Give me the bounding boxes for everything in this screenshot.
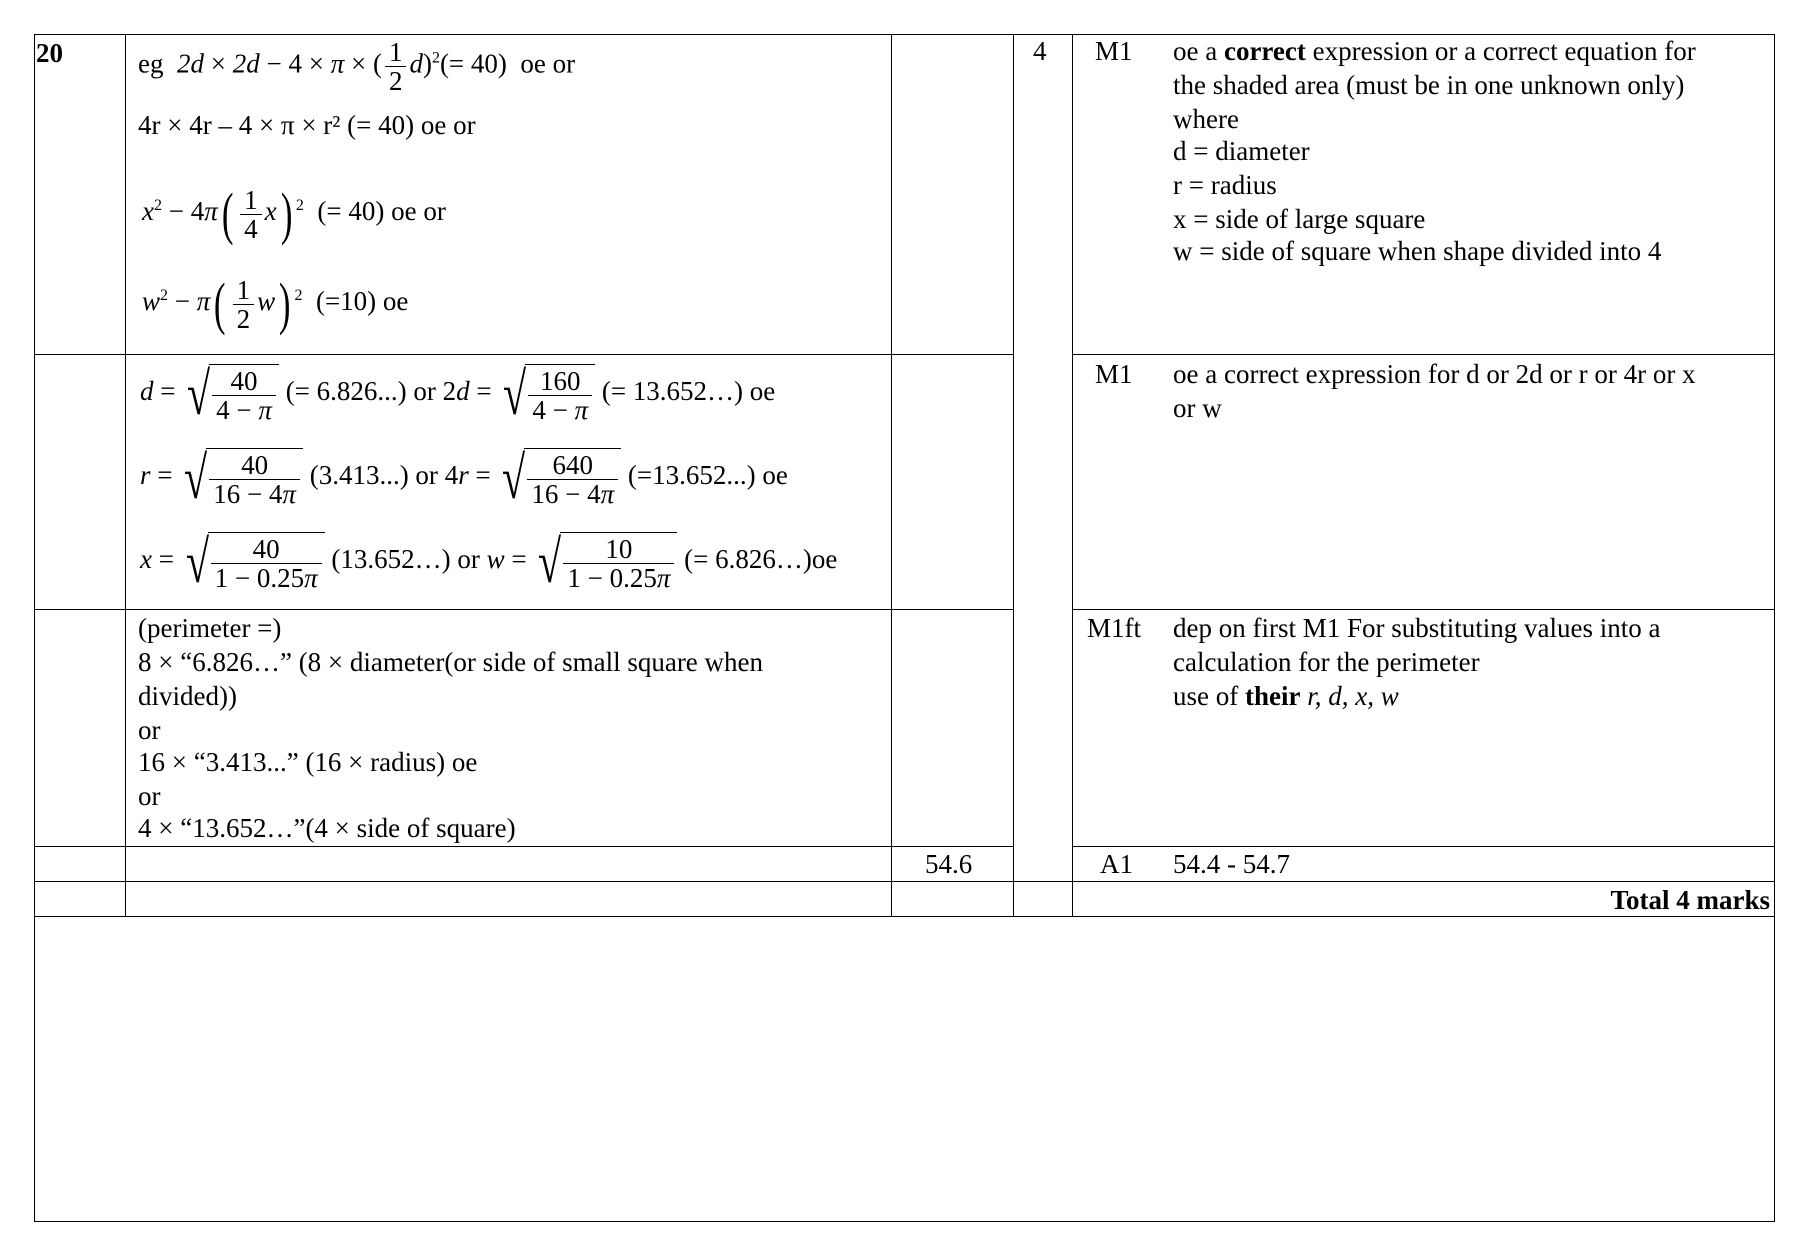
- row-divider: [1072, 354, 1775, 355]
- working-d-expression: d = √ $\frac{40}{4 - \pi}$ (= 6.826...) or 2d = √ $\frac{160}{4 - \pi}$ (= 13.652…) oe: [140, 361, 776, 427]
- guidance-line: the shaded area (must be in one unknown only): [1173, 70, 1685, 100]
- bold-correct: correct: [1223, 36, 1306, 66]
- row-divider: [1072, 609, 1775, 610]
- perimeter-line: divided)): [138, 681, 237, 711]
- fraction: $\frac{1}{2}$: [385, 38, 407, 95]
- perimeter-line: 4 × “13.652…”(4 × side of square): [138, 813, 516, 843]
- col-divider: [891, 34, 892, 917]
- 4r-value: (=13.652...) oe: [627, 460, 788, 491]
- w-value: (= 6.826…)oe: [684, 544, 838, 575]
- row-divider: [34, 846, 1013, 847]
- perimeter-line: 16 × “3.413...” (16 × radius) oe: [138, 747, 478, 777]
- bold-their: their: [1244, 681, 1301, 711]
- guidance-line: or w: [1173, 393, 1222, 423]
- row-divider: [34, 881, 1775, 882]
- row-divider: [34, 916, 1775, 917]
- row-divider: [34, 609, 1013, 610]
- guidance-line: x = side of large square: [1173, 204, 1426, 234]
- working-r-expression: r = √ $\frac{40}{16 - 4\pi}$ (3.413...) or 4r = √ $\frac{640}{16 - 4\pi}$ (=13.652...) oe: [140, 445, 788, 511]
- perimeter-line: 8 × “6.826…” (8 × diameter(or side of small square when: [138, 647, 764, 677]
- answer-value: 54.6: [925, 849, 973, 879]
- mark-code: M1ft: [1087, 613, 1141, 643]
- working-line-1: eg 2d × 2d − 4 × π × ( $\frac{1}{2}$ d)$^2$(= 40) oe or: [138, 37, 576, 96]
- working-line-4: $w^2 - \pi$( $\frac{1}{2}$ w) $^2$ (=10) oe: [142, 271, 409, 336]
- mark-count: 4: [1033, 36, 1047, 66]
- 2d-value: (= 13.652…) oe: [601, 376, 776, 407]
- guidance-line: dep on first M1 For substituting values into a: [1173, 613, 1661, 643]
- guidance-line: r = radius: [1173, 170, 1277, 200]
- mark-code: A1: [1100, 849, 1133, 879]
- row-divider: [34, 354, 1013, 355]
- guidance-line: where: [1173, 104, 1239, 134]
- r-value: (3.413...) or: [309, 460, 438, 491]
- guidance-line: oe a correct expression for d or 2d or r or 4r or x: [1173, 359, 1696, 389]
- line4-suffix: (=10) oe: [315, 286, 409, 317]
- line1-suffix: oe or: [520, 48, 576, 79]
- guidance-line: d = diameter: [1173, 136, 1310, 166]
- line3-suffix: (= 40) oe or: [317, 196, 446, 227]
- working-line-3: $x^2 - 4\pi$( $\frac{1}{4}$ x) $^2$ (= 40) oe or: [142, 181, 446, 246]
- x-value: (13.652…) or: [331, 544, 480, 575]
- guidance-line: calculation for the perimeter: [1173, 647, 1480, 677]
- mark-code: M1: [1095, 36, 1133, 66]
- mark-code: M1: [1095, 359, 1133, 389]
- d-value: (= 6.826...) or: [285, 376, 436, 407]
- perimeter-line: (perimeter =): [138, 613, 282, 643]
- guidance-line: use of their r, d, x, w: [1173, 681, 1399, 711]
- col-divider: [1013, 34, 1014, 917]
- total-marks: Total 4 marks: [1610, 885, 1770, 915]
- working-line-2: 4r × 4r – 4 × π × r² (= 40) oe or: [138, 110, 476, 140]
- col-divider: [1072, 34, 1073, 917]
- perimeter-line: or: [138, 781, 161, 811]
- question-number: 20: [36, 38, 63, 68]
- eg-prefix: eg: [138, 48, 164, 79]
- working-x-expression: x = √ $\frac{40}{1 - 0.25\pi}$ (13.652…) or w = √ $\frac{10}{1 - 0.25\pi}$ (= 6.826…)oe: [140, 529, 838, 595]
- col-divider: [125, 34, 126, 917]
- accuracy-range: 54.4 - 54.7: [1173, 849, 1290, 879]
- perimeter-line: or: [138, 715, 161, 745]
- guidance-line: oe a correct expression or a correct equation for: [1173, 36, 1696, 66]
- guidance-line: w = side of square when shape divided into 4: [1173, 236, 1662, 266]
